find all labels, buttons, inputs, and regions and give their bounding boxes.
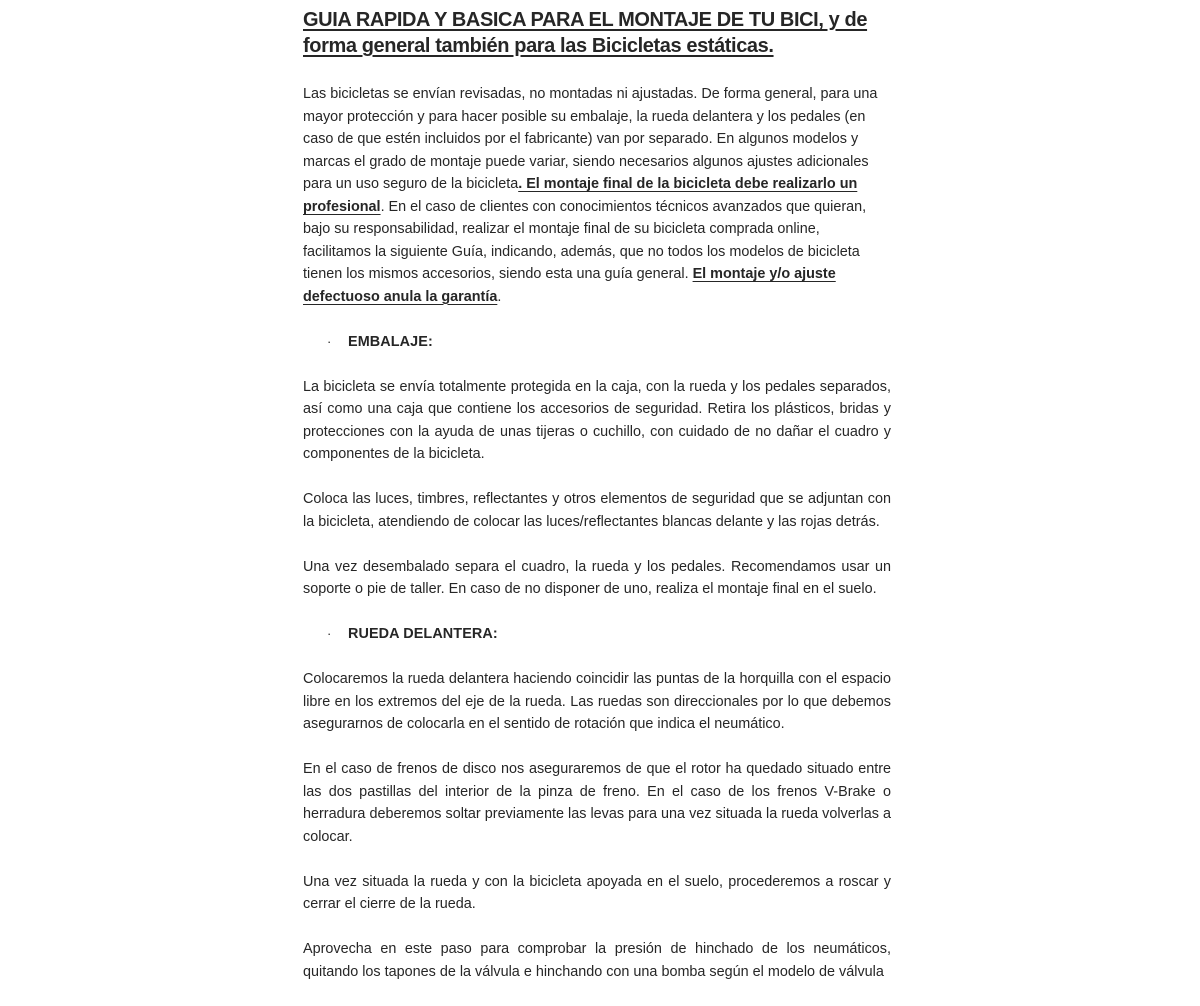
section-heading: EMBALAJE: — [348, 333, 433, 350]
bullet-list-item — [303, 623, 891, 646]
document-body — [303, 83, 891, 983]
body-text: Colocaremos la rueda delantera haciendo coincidir las puntas de la horquilla con el espacio libre en los extremos del eje de la rueda. Las ruedas son direccionales por lo que debemos asegurarnos de colocarla en el sentido de rotación que indica el neumático. — [303, 671, 891, 732]
bullet-dot-icon: · — [327, 626, 332, 641]
document-page — [303, 7, 891, 1006]
body-text: Una vez situada la rueda y con la bicicleta apoyada en el suelo, procederemos a roscar y cerrar el cierre de la rueda. — [303, 873, 891, 912]
paragraph — [303, 758, 891, 848]
body-text: Una vez desembalado separa el cuadro, la rueda y los pedales. Recomendamos usar un soporte o pie de taller. En caso de no disponer de uno, realiza el montaje final en el suelo. — [303, 558, 891, 597]
paragraph — [303, 83, 891, 308]
body-text: Aprovecha en este paso para comprobar la presión de hinchado de los neumáticos, quitando los tapones de la válvula e hinchando con una bomba según el modelo de válvula — [303, 941, 891, 980]
paragraph — [303, 871, 891, 916]
page-title: GUIA RAPIDA Y BASICA PARA EL MONTAJE DE TU BICI, y de forma general también para las Bicicletas estáticas. — [303, 9, 868, 57]
body-text: . — [497, 288, 502, 305]
body-text: Las bicicletas se envían revisadas, no montadas ni ajustadas. De forma general, para una mayor protección y para hacer posible su embalaje, la rueda delantera y los pedales (en caso de que estén incluidos por el fabricante) van por separado. En algunos modelos y marcas el grado de montaje puede variar, siendo necesarios algunos ajustes adicionales para un uso seguro de la bicicleta — [303, 86, 878, 192]
paragraph — [303, 938, 891, 983]
body-text: En el caso de frenos de disco nos aseguraremos de que el rotor ha quedado situado entre las dos pastillas del interior de la pinza de freno. En el caso de los frenos V-Brake o herradura deberemos soltar previamente las levas para una vez situada la rueda volverlas a colocar. — [303, 761, 891, 845]
body-text: Coloca las luces, timbres, reflectantes y otros elementos de seguridad que se adjuntan con la bicicleta, atendiendo de colocar las luces/reflectantes blancas delante y las rojas detrás. — [303, 491, 891, 530]
paragraph — [303, 556, 891, 601]
emphasized-text: El montaje y/o ajuste defectuoso anula la garantía — [303, 266, 836, 305]
bullet-dot-icon: · — [327, 333, 332, 349]
paragraph — [303, 668, 891, 736]
paragraph — [303, 376, 891, 466]
paragraph — [303, 488, 891, 533]
body-text: La bicicleta se envía totalmente protegida en la caja, con la rueda y los pedales separados, así como una caja que contiene los accesorios de seguridad. Retira los plásticos, bridas y protecciones con la ayuda de unas tijeras o cuchillo, con cuidado de no dañar el cuadro y componentes de la bicicleta. — [303, 378, 891, 462]
section-heading: RUEDA DELANTERA: — [348, 626, 498, 642]
emphasized-text: . El montaje final de la bicicleta debe realizarlo un profesional — [303, 176, 858, 215]
bullet-list-item — [303, 331, 891, 354]
body-text: . En el caso de clientes con conocimientos técnicos avanzados que quieran, bajo su responsabilidad, realizar el montaje final de su bicicleta comprada online, facilitamos la siguiente Guía, indicando, además, que no todos los modelos de bicicleta tienen los mismos accesorios, siendo esta una guía general. — [303, 198, 867, 282]
